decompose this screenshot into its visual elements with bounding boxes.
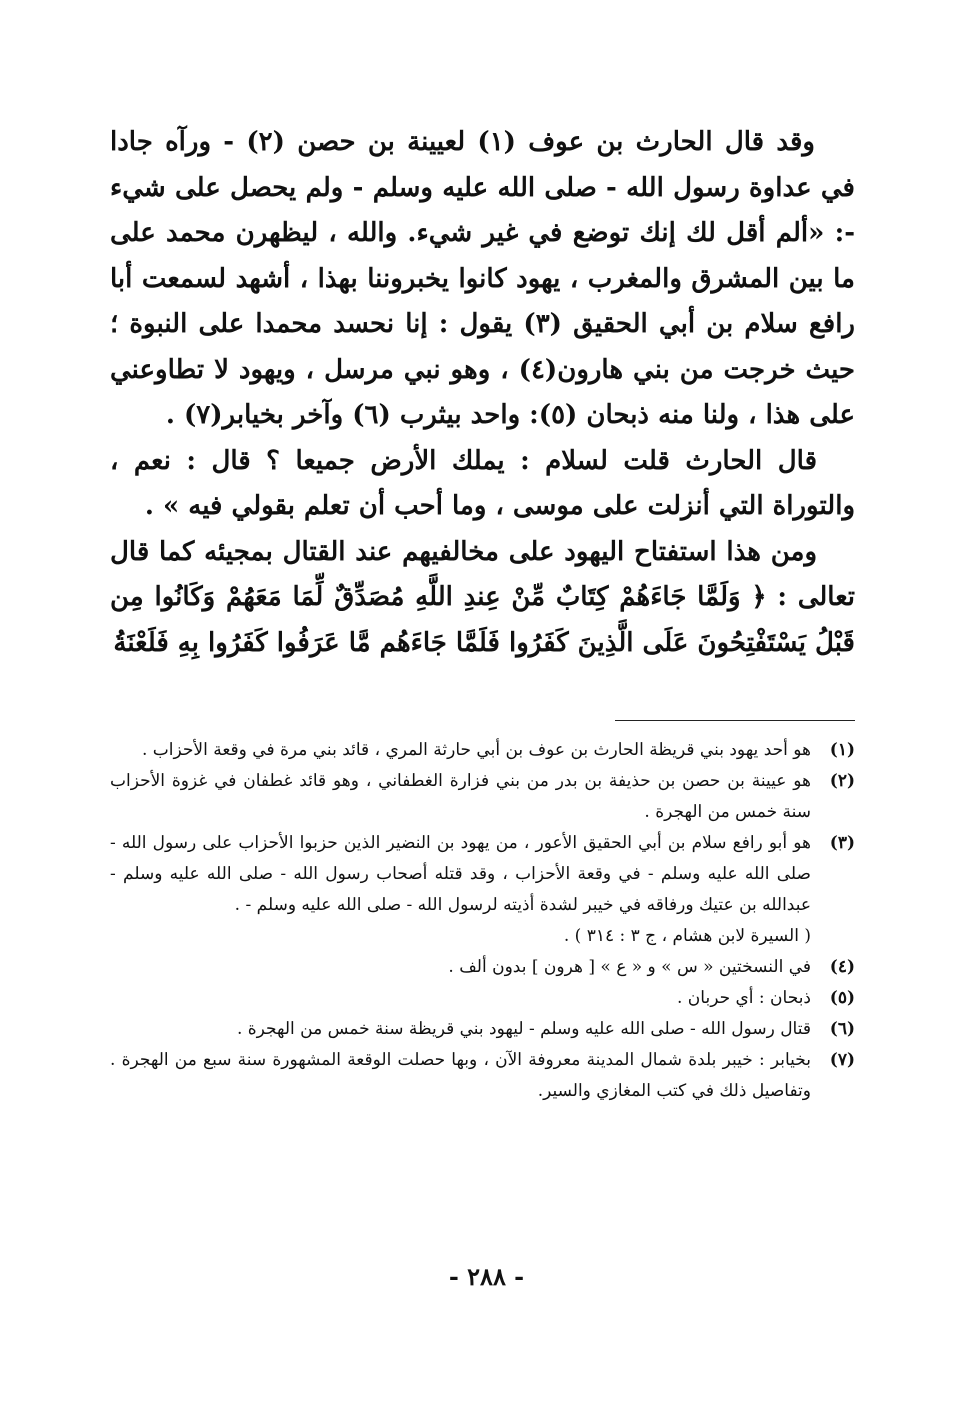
footnote-number: (٧) (829, 1050, 855, 1070)
footnote-4 (110, 952, 855, 983)
footnote-text: ذبحان : أي حربان . (677, 988, 811, 1008)
main-text (110, 120, 855, 666)
footnote-number: (١) (829, 740, 855, 760)
footnote-separator (615, 720, 855, 721)
footnote-text: هو عيينة بن حصن بن حذيفة بن بدر من بني فزارة الغطفاني ، وهو قائد غطفان في غزوة الأحزاب سنة خمس من الهجرة . (110, 771, 811, 822)
footnotes (110, 735, 855, 1107)
footnote-3 (110, 828, 855, 921)
paragraph-2: قال الحارث قلت لسلام : يملك الأرض جميعا ؟ قال : نعم ، والتوراة التي أنزلت على موسى ، وما أحب أن تعلم بقولي فيه » . (110, 445, 855, 521)
footnote-text: بخيابر : خيبر بلدة شمال المدينة معروفة الآن ، وبها حصلت الوقعة المشهورة سنة سبع من الهجرة . وتفاصيل ذلك في كتب المغازي والسير. (110, 1050, 811, 1101)
footnote-number: (٦) (829, 1019, 855, 1039)
footnote-number: (٥) (829, 988, 855, 1008)
footnote-text: هو أحد يهود بني قريظة الحارث بن عوف بن أبي حارثة المري ، قائد بني مرة في وقعة الأحزاب . (141, 740, 811, 760)
footnote-7 (110, 1045, 855, 1107)
footnote-number: (٤) (829, 957, 855, 977)
footnote-number: (٢) (829, 771, 855, 791)
footnote-text: في النسختين « س » و « ع » [ هرون ] بدون ألف . (448, 957, 811, 977)
footnote-2 (110, 766, 855, 828)
footnote-6 (110, 1014, 855, 1045)
footnote-number: (٣) (829, 833, 855, 853)
footnote-text: قتال رسول الله - صلى الله عليه وسلم - ليهود بني قريظة سنة خمس من الهجرة . (236, 1019, 811, 1039)
footnote-text: هو أبو رافع سلام بن أبي الحقيق الأعور ، من يهود بن النضير الذين حزبوا الأحزاب على رسول الله - صلى الله عليه وسلم - في وقعة الأحزاب ، وقد قتله أصحاب رسول الله - صلى الله عليه وسلم - عبدالله بن عتيك ورفاقه في خيبر لشدة أذيته لرسول الله - صلى الله عليه وسلم - . (110, 833, 811, 915)
footnote-source: ( السيرة لابن هشام ، ج ٣ : ٣١٤ ) . (563, 926, 811, 946)
paragraph-3: ومن هذا استفتاح اليهود على مخالفيهم عند القتال بمجيئه كما قال تعالى : ﴿ وَلَمَّا جَاءَهُمْ كِتَابٌ مِّنْ عِندِ اللَّهِ مُصَدِّقٌ لِّمَا مَعَهُمْ وَكَانُوا مِن قَبْلُ يَسْتَفْتِحُونَ عَلَى الَّذِينَ كَفَرُوا فَلَمَّا جَاءَهُم مَّا عَرَفُوا كَفَرُوا بِهِ فَلَعْنَةُ (110, 536, 855, 658)
paragraph-1: وقد قال الحارث بن عوف (١) لعيينة بن حصن (٢) - ورآه جادا في عداوة رسول الله - صلى الله عليه وسلم - ولم يحصل على شيء -: «ألم أقل لك إنك توضع في غير شيء. والله ، ليظهرن محمد على ما بين المشرق والمغرب ، يهود كانوا يخبروننا بهذا ، أشهد لسمعت أبا رافع سلام بن أبي الحقيق (٣) يقول : إنا نحسد محمدا على النبوة ؛ حيث خرجت من بني هارون(٤) ، وهو نبي مرسل ، ويهود لا تطاوعني على هذا ، ولنا منه ذبحان (٥): واحد بيثرب (٦) وآخر بخيابر(٧) . (110, 127, 855, 430)
page-number: - ٢٨٨ - (448, 1262, 525, 1291)
footnote-5 (110, 983, 855, 1014)
footnote-1 (110, 735, 855, 766)
